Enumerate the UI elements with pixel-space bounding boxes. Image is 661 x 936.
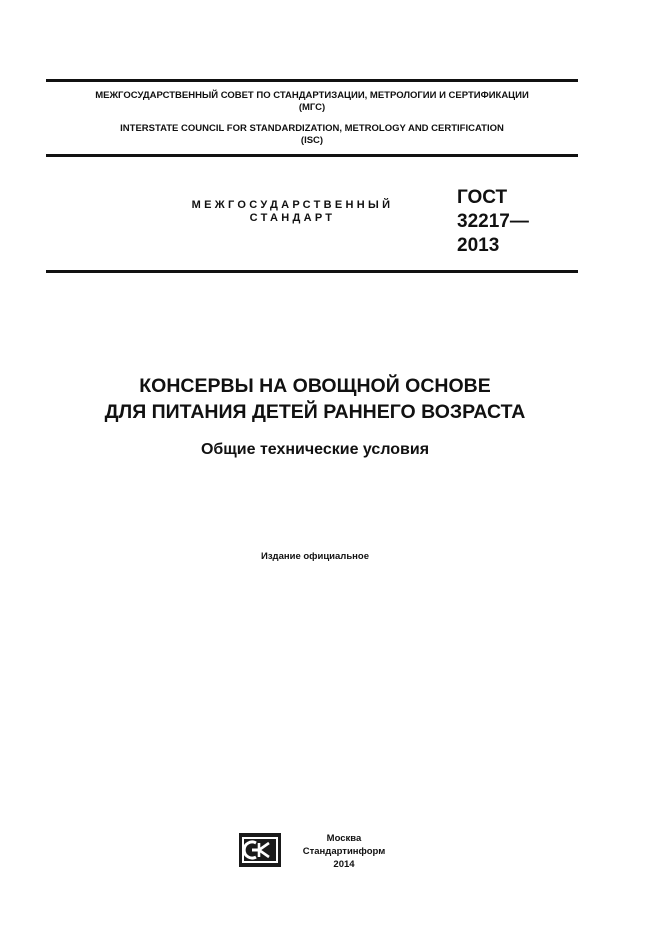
standartinform-logo-icon xyxy=(239,833,281,867)
document-title-line2: ДЛЯ ПИТАНИЯ ДЕТЕЙ РАННЕГО ВОЗРАСТА xyxy=(104,401,526,423)
header-rule xyxy=(46,154,578,157)
standard-type-line1: МЕЖГОСУДАРСТВЕННЫЙ xyxy=(191,199,394,211)
document-title-line1: КОНСЕРВЫ НА ОВОЩНОЙ ОСНОВЕ xyxy=(139,375,491,397)
council-abbr-ru: (МГС) xyxy=(298,102,326,113)
publisher-city: Москва xyxy=(326,833,362,844)
publisher-block xyxy=(292,832,396,871)
publisher-name: Стандартинформ xyxy=(302,846,386,857)
top-rule xyxy=(46,79,578,82)
gost-designation xyxy=(457,186,529,258)
standard-type-line2: СТАНДАРТ xyxy=(249,212,336,224)
official-edition-label: Издание официальное xyxy=(261,551,369,562)
gost-number: 32217— xyxy=(457,211,529,232)
publisher-year: 2014 xyxy=(333,859,355,870)
gost-label: ГОСТ xyxy=(457,187,508,208)
standard-type-label xyxy=(150,199,435,225)
designation-rule xyxy=(46,270,578,273)
gost-year: 2013 xyxy=(457,235,500,256)
council-name-ru xyxy=(46,90,578,114)
council-name-en xyxy=(46,123,578,147)
council-abbr-en: (ISC) xyxy=(300,135,324,146)
council-name-ru-text: МЕЖГОСУДАРСТВЕННЫЙ СОВЕТ ПО СТАНДАРТИЗАЦИИ, МЕТРОЛОГИИ И СЕРТИФИКАЦИИ xyxy=(95,90,529,101)
document-title xyxy=(30,373,600,425)
council-name-en-text: INTERSTATE COUNCIL FOR STANDARDIZATION, METROLOGY AND CERTIFICATION xyxy=(120,123,504,134)
document-subtitle: Общие технические условия xyxy=(200,441,430,458)
